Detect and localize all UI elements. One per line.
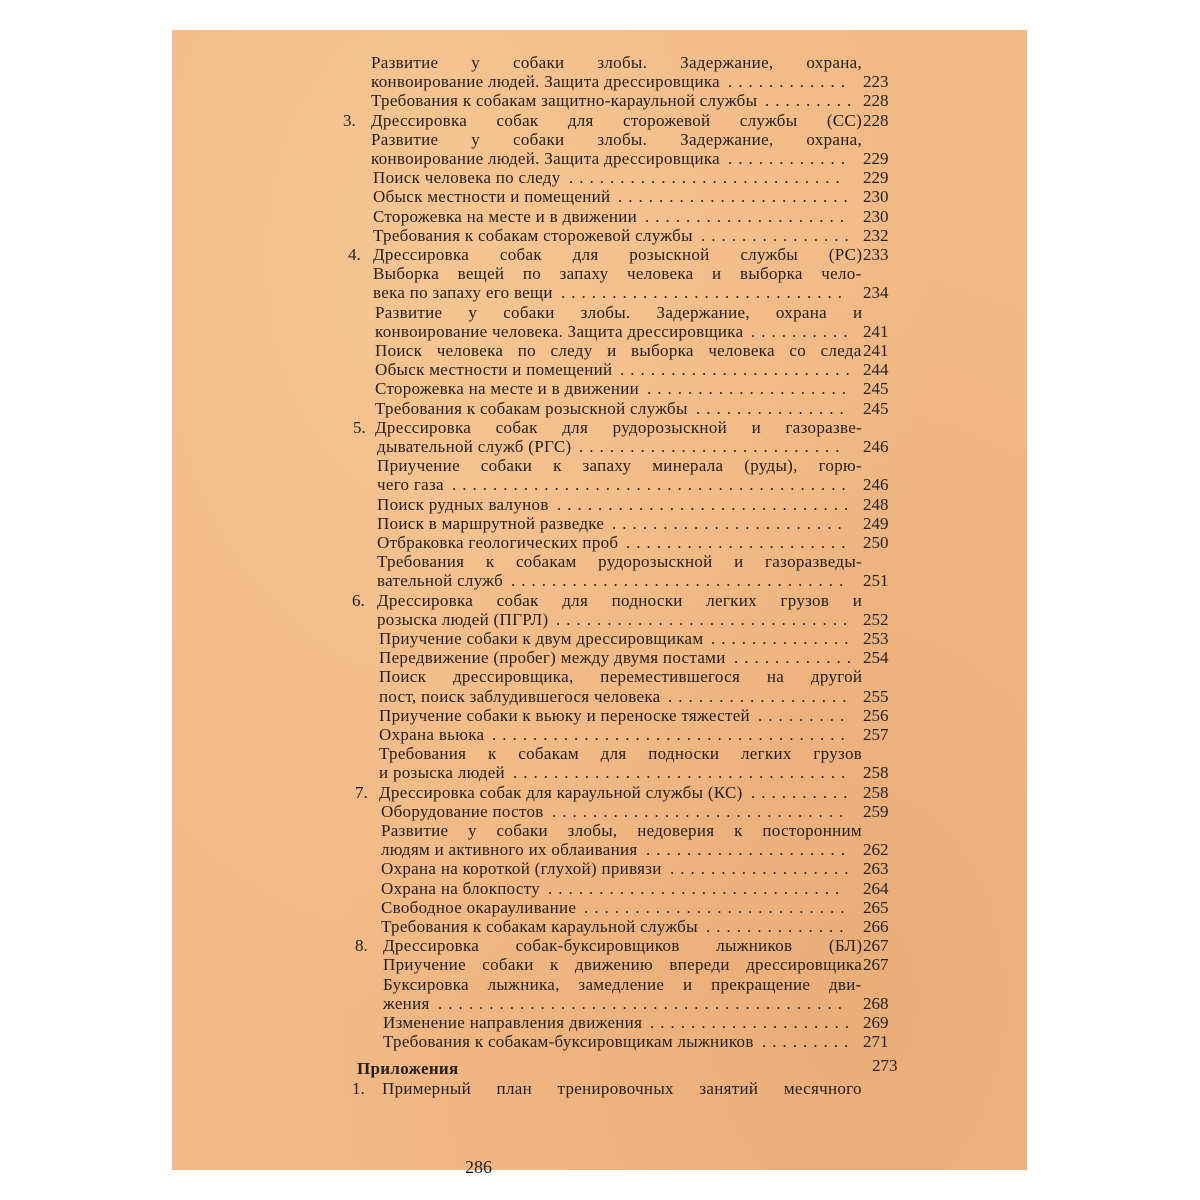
leader-dots: .......... [751, 782, 854, 802]
toc-entry-text: Охрана на короткой (глухой) привязи [381, 859, 662, 879]
toc-number: 3. [343, 110, 356, 130]
toc-entry-text: Приучение собаки к запаху минерала (руды), горю- [377, 456, 862, 476]
leader-dots: ....................... [618, 187, 854, 207]
toc-page-number: 233 [863, 245, 889, 264]
toc-number: 6. [352, 590, 365, 610]
toc-entry-text: конвоирование человека. Защита дрессировщика [375, 321, 744, 341]
toc-entry-text: Приучение собаки к движению впереди дрессировщика [383, 955, 863, 975]
toc-entry-text: Поиск в маршрутной разведке [377, 513, 605, 533]
toc-entry-text: Требования к собакам для подноски легких грузов [379, 744, 863, 764]
page-number: 286 [465, 1157, 492, 1177]
toc-entry-text: Дрессировка собак для подноски легких грузов и [377, 590, 863, 610]
leader-dots: .......................... [584, 897, 851, 917]
toc-entry-text: и розыска людей [379, 763, 505, 783]
toc-page-number: 252 [863, 609, 889, 629]
leader-dots: ............ [734, 648, 857, 668]
toc-page-number: 248 [863, 494, 889, 514]
leader-dots: .................... [647, 379, 852, 399]
toc-entry-text: Поиск человека по следу [373, 168, 561, 188]
toc-entry-text: вательной служб [377, 571, 504, 591]
toc-page-number: 223 [863, 72, 889, 92]
leader-dots: ............ [728, 72, 851, 92]
toc-page-number: 229 [863, 149, 889, 168]
toc-page-number: 264 [863, 878, 889, 898]
toc-page-number: 256 [863, 705, 889, 725]
toc-page-number: 234 [863, 283, 889, 303]
toc-section-heading: Приложения [357, 1059, 459, 1079]
toc-entry-text: Изменение направления движения [383, 1013, 643, 1032]
toc-page-number: 232 [863, 225, 889, 245]
toc-page-number: 255 [863, 686, 889, 706]
toc-entry-text: века по запаху его вещи [373, 283, 553, 303]
toc-entry-text: Требования к собакам-буксировщикам лыжников [383, 1032, 754, 1052]
toc-page-number: 267 [863, 936, 889, 956]
toc-entry-text: Обыск местности и помещений [375, 360, 613, 380]
leader-dots: ....................... [612, 513, 848, 533]
toc-entry-text: Требования к собакам розыскной службы [375, 398, 688, 418]
toc-page-number: 262 [863, 840, 889, 860]
leader-dots: ............................. [557, 494, 855, 514]
toc-page-number: 258 [863, 763, 889, 783]
toc-entry-text: Примерный план тренировочных занятий месячного [382, 1078, 862, 1098]
toc-page-number: 229 [863, 168, 889, 188]
toc-page-number: 245 [863, 398, 889, 418]
toc-entry-text: Охрана на блокпосту [381, 878, 541, 898]
leader-dots: .............. [711, 629, 855, 648]
toc-entry-text: Охрана вьюка [379, 725, 485, 744]
leader-dots: ......... [758, 705, 851, 725]
toc-entry-text: Дрессировка собак-буксировщиков лыжников (БЛ) [383, 936, 863, 956]
toc-page-number: 230 [863, 187, 889, 207]
book-page [172, 30, 1027, 1177]
toc-entry-text: конвоирование людей. Защита дрессировщика [371, 72, 721, 92]
toc-page-number: 258 [863, 782, 889, 802]
toc-page-number: 266 [863, 917, 889, 936]
toc-entry-text: Требования к собакам рудорозыскной и газоразведы- [377, 552, 863, 572]
toc-number: 8. [355, 936, 368, 956]
leader-dots: .......... [751, 321, 854, 341]
toc-page-number: 241 [863, 321, 889, 341]
toc-entry-text: Требования к собакам караульной службы [381, 917, 698, 936]
toc-page-number: 254 [863, 648, 889, 668]
toc-entry-text: Обыск местности и помещений [373, 187, 611, 207]
toc-page-number: 249 [863, 513, 889, 533]
toc-number: 5. [353, 417, 366, 437]
toc-page-number: 251 [863, 571, 889, 591]
leader-dots: ............................. [552, 801, 850, 821]
toc-entry-text: пост, поиск заблудившегося человека [379, 686, 661, 706]
leader-dots: ................................... [492, 725, 851, 744]
toc-page-number: 269 [863, 1013, 889, 1032]
toc-entry-text: Развитие у собаки злобы. Задержание, охрана, [371, 129, 863, 149]
toc-entry-text: Отбраковка геологических проб [377, 533, 619, 552]
toc-entry-text: Развитие у собаки злобы. Задержание, охрана, [371, 53, 863, 72]
toc-number: 1. [352, 1078, 365, 1098]
leader-dots: ............................ [561, 283, 848, 303]
toc-entry-text: Свободное окарауливание [381, 897, 577, 917]
toc-entry-text: Поиск дрессировщика, переместившегося на другой [379, 667, 863, 687]
toc-entry-text: Передвижение (пробег) между двумя постами [379, 648, 726, 668]
toc-page-number: 259 [863, 801, 889, 821]
toc-page-number: 253 [863, 629, 889, 648]
toc-page-number: 257 [863, 725, 889, 744]
leader-dots: ...................... [626, 533, 852, 552]
toc-entry-text: дывательной служб (РГС) [377, 437, 572, 456]
toc-entry-text: Оборудование постов [381, 801, 544, 821]
toc-number: 4. [348, 245, 361, 264]
leader-dots: .................. [670, 859, 855, 879]
toc-page-number: 244 [863, 360, 889, 380]
leader-dots: ................................. [511, 571, 850, 591]
toc-entry-text: Буксировка лыжника, замедление и прекращение дви- [383, 974, 862, 994]
leader-dots: ....................................... [452, 475, 852, 495]
leader-dots: ......... [765, 91, 858, 111]
leader-dots: ........................... [569, 168, 846, 188]
toc-entry-text: Приучение собаки к двум дрессировщикам [379, 629, 704, 648]
leader-dots: .................... [645, 206, 850, 226]
toc-entry-text: Выборка вещей по запаху человека и выборка чело- [373, 264, 862, 284]
toc-page-number: 241 [863, 341, 889, 360]
toc-page-number: 271 [863, 1032, 889, 1052]
toc-page-number: 273 [872, 1056, 898, 1076]
toc-entry-text: Поиск человека по следу и выборка человека со следа [375, 341, 862, 360]
toc-page-number: 230 [863, 206, 889, 226]
toc-page-number: 246 [863, 475, 889, 495]
toc-entry-text: розыска людей (ПГРЛ) [377, 609, 549, 629]
leader-dots: ........................................ [438, 993, 848, 1013]
toc-number: 7. [355, 782, 368, 802]
leader-dots: .................... [646, 840, 851, 860]
leader-dots: .................. [668, 686, 853, 706]
toc-page-number: 245 [863, 379, 889, 399]
toc-page-number: 263 [863, 859, 889, 879]
leader-dots: .............. [706, 917, 850, 936]
leader-dots: ....................... [620, 360, 856, 380]
toc-entry-text: Приучение собаки к вьюку и переноске тяжестей [379, 705, 750, 725]
toc-page-number: 265 [863, 897, 889, 917]
table-of-contents [172, 30, 1027, 1130]
toc-entry-text: жения [383, 993, 430, 1013]
leader-dots: ............................. [548, 878, 846, 898]
leader-dots: ............................. [556, 609, 854, 629]
toc-entry-text: Требования к собакам защитно-караульной службы [371, 91, 758, 111]
toc-entry-text: Дрессировка собак для караульной службы (КС) [379, 782, 743, 802]
leader-dots: .................... [650, 1013, 855, 1032]
toc-entry-text: Дрессировка собак для сторожевой службы (СС) [371, 110, 863, 130]
toc-entry-text: Дрессировка собак для розыскной службы (РС) [373, 245, 863, 264]
toc-entry-text: чего газа [377, 475, 444, 495]
toc-entry-text: Развитие у собаки злобы, недоверия к посторонним [381, 821, 862, 840]
toc-entry-text: Сторожевка на месте и в движении [373, 206, 638, 226]
leader-dots: .......................... [579, 437, 846, 456]
toc-entry-text: Сторожевка на месте и в движении [375, 379, 640, 399]
toc-entry-text: Дрессировка собак для рудорозыскной и газоразве- [375, 417, 863, 437]
toc-page-number: 228 [863, 110, 889, 130]
toc-entry-text: Развитие у собаки злобы. Задержание, охрана и [375, 302, 863, 322]
toc-entry-text: конвоирование людей. Защита дрессировщика [371, 149, 721, 168]
leader-dots: ............... [696, 398, 850, 418]
toc-entry-text: Поиск рудных валунов [377, 494, 549, 514]
leader-dots: ............... [701, 225, 855, 245]
toc-page-number: 268 [863, 993, 889, 1013]
leader-dots: ......... [762, 1032, 855, 1052]
toc-page-number: 267 [863, 955, 889, 975]
leader-dots: ................................. [513, 763, 852, 783]
toc-entry-text: людям и активного их облаивания [381, 840, 638, 860]
toc-entry-text: Требования к собакам сторожевой службы [373, 225, 693, 245]
leader-dots: ............ [728, 149, 851, 168]
toc-page-number: 250 [863, 533, 889, 552]
toc-page-number: 228 [863, 91, 889, 111]
toc-page-number: 246 [863, 437, 889, 456]
